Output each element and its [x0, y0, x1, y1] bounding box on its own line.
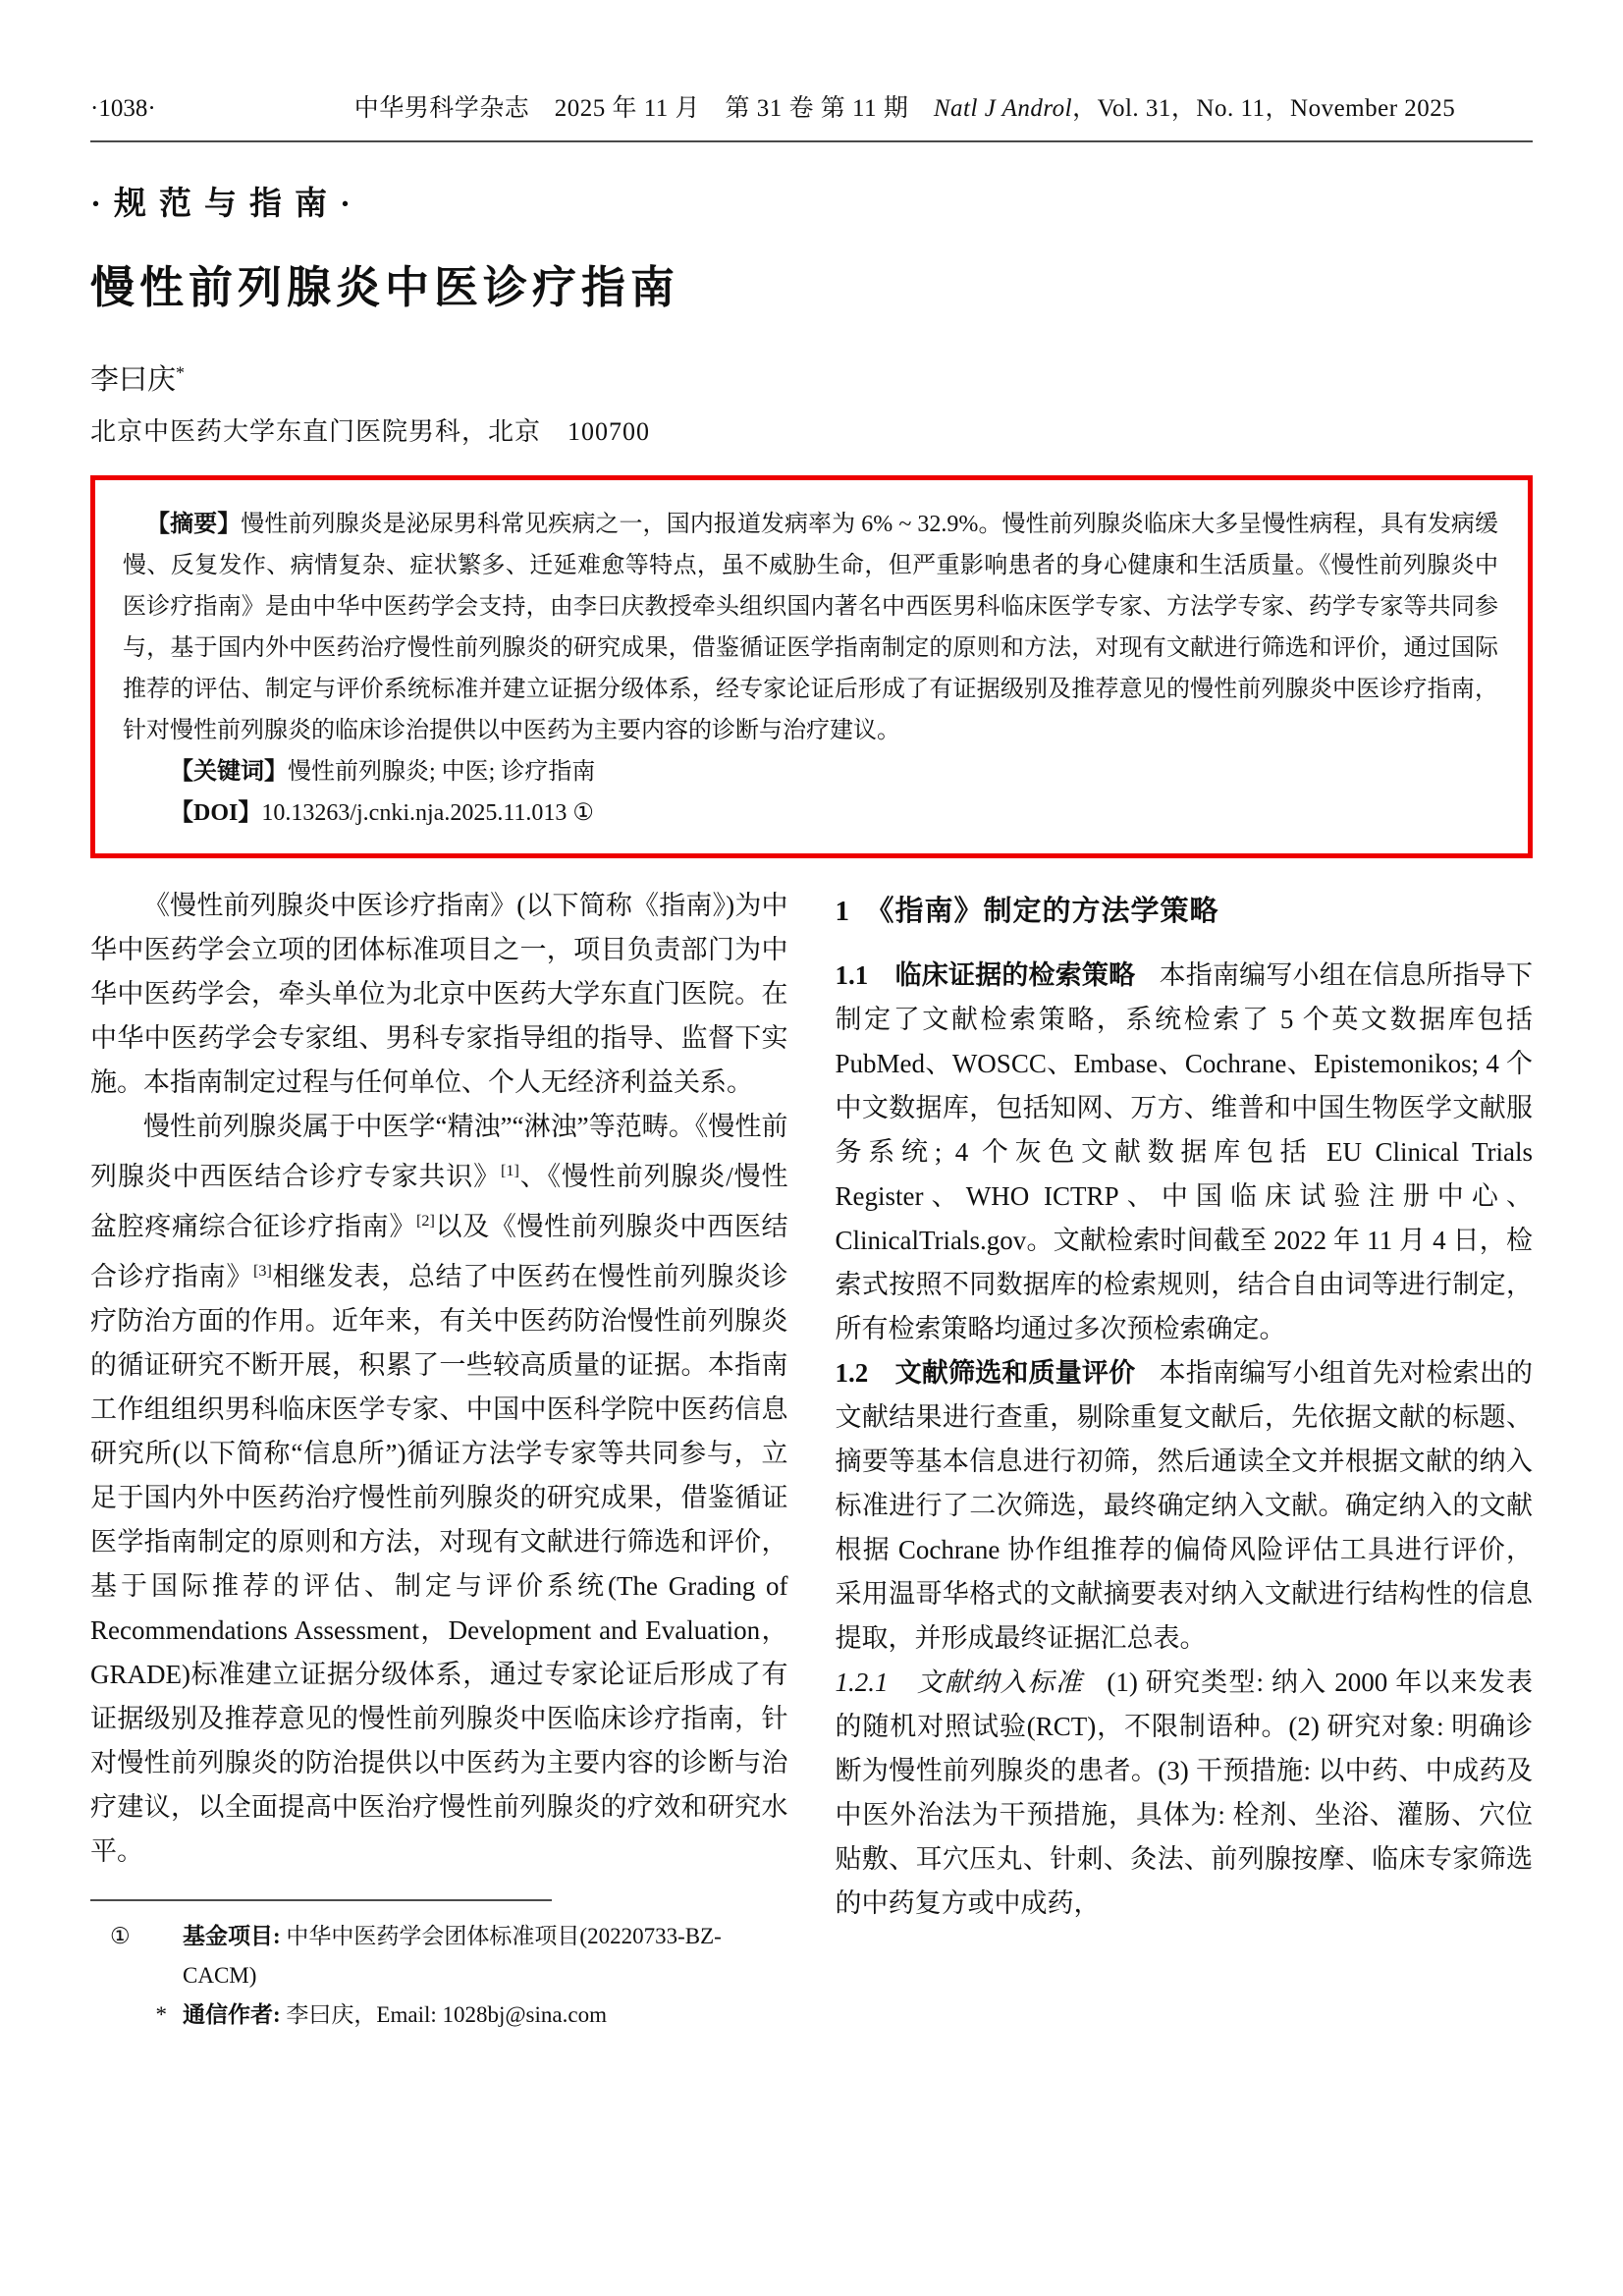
journal-citation-cn: 中华男科学杂志 2025 年 11 月 第 31 卷 第 11 期 — [353, 95, 934, 122]
abstract-paragraph — [123, 504, 1498, 751]
article-title: 慢性前列腺炎中医诊疗指南 — [90, 263, 680, 312]
header-divider — [90, 140, 1533, 142]
corresponding-label: 通信作者: — [183, 2001, 287, 2027]
funding-footnote — [90, 1917, 788, 1995]
section-1-2-paragraph — [836, 1351, 1534, 1661]
section-label: ·规范与指南· — [90, 187, 364, 222]
keywords-label: 【关键词】 — [170, 758, 288, 785]
corresponding-content — [183, 1995, 607, 2035]
left-paragraph-2 — [90, 1105, 788, 1874]
reference-2: [2] — [415, 1211, 435, 1230]
body-columns — [90, 884, 1533, 2035]
author-corresponding-marker: * — [176, 362, 185, 383]
funding-text: 中华中医药学会团体标准项目(20220733-BZ-CACM) — [183, 1923, 722, 1988]
abstract-text: 慢性前列腺炎是泌尿男科常见疾病之一，国内报道发病率为 6% ~ 32.9%。慢性前列腺炎临床大多呈慢性病程，具有发病缓慢、反复发作、病情复杂、症状繁多、迁延难愈等特点，虽不威胁生命，但严重影响患者的身心健康和生活质量。《慢性前列腺炎中医诊疗指南》是由中华中医药学会支持，由李曰庆教授牵头组织国内著名中西医男科临床医学专家、方法学专家、药学专家等共同参与，基于国内外中医药治疗慢性前列腺炎的研究成果，借鉴循证医学指南制定的原则和方法，对现有文献进行筛选和评价，通过国际推荐的评估、制定与评价系统标准并建立证据分级体系，经专家论证后形成了有证据级别及推荐意见的慢性前列腺炎中医诊疗指南，针对慢性前列腺炎的临床诊治提供以中医药为主要内容的诊断与治疗建议。 — [123, 511, 1498, 743]
journal-citation-en: ，Vol. 31，No. 11，November 2025 — [1072, 95, 1456, 122]
journal-abbrev-title: Natl J Androl — [933, 95, 1073, 122]
section-1-2-1-label: 1.2.1 文献纳入标准 — [835, 1667, 1084, 1697]
funding-label: 基金项目: — [183, 1923, 287, 1948]
running-head — [90, 88, 1533, 124]
section-1-2-label: 1.2 文献筛选和质量评价 — [835, 1357, 1136, 1388]
author-name: 李曰庆 — [90, 363, 177, 396]
corresponding-marker: * — [155, 2001, 167, 2027]
footnote-divider — [90, 1899, 552, 1901]
left-p2-seg2: 、《慢性前列腺炎/慢性盆腔疼痛综合征诊疗指南》 — [90, 1161, 788, 1241]
funding-marker: ① — [110, 1923, 131, 1948]
funding-content — [183, 1917, 788, 1995]
left-paragraph-1: 《慢性前列腺炎中医诊疗指南》(以下简称《指南》)为中华中医药学会立项的团体标准项目之一，项目负责部门为中华中医药学会，牵头单位为北京中医药大学东直门医院。在中华中医药学会专家组、男科专家指导组的指导、监督下实施。本指南制定过程与任何单位、个人无经济利益关系。 — [90, 890, 788, 1097]
left-p2-seg4: 相继发表，总结了中医药在慢性前列腺炎诊疗防治方面的作用。近年来，有关中医药防治慢性前列腺炎的循证研究不断开展，积累了一些较高质量的证据。本指南工作组组织男科临床医学专家、中国中医科学院中医药信息研究所(以下简称“信息所”)循证方法学专家等共同参与，立足于国内外中医药治疗慢性前列腺炎的研究成果，借鉴循证医学指南制定的原则和方法，对现有文献进行筛选和评价，基于国际推荐的评估、制定与评价系统(The Grading of Recommendations Assessment，Development and Evaluation，GRADE)标准建立证据分级体系，通过专家论证后形成了有证据级别及推荐意见的慢性前列腺炎中医临床诊疗指南，针对慢性前列腺炎的防治提供以中医药为主要内容的诊断与治疗建议，以全面提高中医治疗慢性前列腺炎的疗效和研究水平。 — [90, 1261, 788, 1866]
affiliation-line: 北京中医药大学东直门医院男科，北京 100700 — [90, 416, 651, 446]
left-column — [90, 884, 788, 2035]
abstract-highlight-box — [90, 475, 1533, 858]
section-1-1-paragraph — [836, 954, 1534, 1351]
reference-1: [1] — [501, 1161, 519, 1179]
keywords-line — [123, 751, 1498, 793]
right-column — [836, 884, 1534, 2035]
reference-3: [3] — [253, 1261, 272, 1280]
left-p2-seg1: 慢性前列腺炎属于中医学“精浊”“淋浊”等范畴。《慢性前列腺炎中西医结合诊疗专家共识》 — [90, 1111, 788, 1191]
journal-citation-line — [277, 88, 1533, 124]
left-p2-seg3: 以及《慢性前列腺炎中西医结合诊疗指南》 — [90, 1211, 788, 1291]
doi-text: 10.13263/j.cnki.nja.2025.11.013 ① — [261, 799, 594, 826]
author-line — [90, 357, 1533, 398]
page-number: ·1038· — [90, 95, 156, 122]
section-1-2-1-paragraph — [836, 1661, 1534, 1926]
abstract-label: 【摘要】 — [146, 511, 242, 537]
section-1-2-1-text: (1) 研究类型: 纳入 2000 年以来发表的随机对照试验(RCT)，不限制语种。(2) 研究对象: 明确诊断为慢性前列腺炎的患者。(3) 干预措施: 以中药、中成药及中医外治法为干预措施，具体为: 栓剂、坐浴、灌肠、穴位贴敷、耳穴压丸、针刺、灸法、前列腺按摩、临床专家筛选的中药复方或中成药， — [835, 1667, 1534, 1918]
doi-label: 【DOI】 — [170, 799, 262, 826]
section-1-2-text: 本指南编写小组首先对检索出的文献结果进行查重，剔除重复文献后，先依据文献的标题、摘要等基本信息进行初筛，然后通读全文并根据文献的纳入标准进行了二次筛选，最终确定纳入文献。确定纳入的文献根据 Cochrane 协作组推荐的偏倚风险评估工具进行评价，采用温哥华格式的文献摘要表对纳入文献进行结构性的信息提取，并形成最终证据汇总表。 — [835, 1357, 1534, 1653]
section-1-1-label: 1.1 临床证据的检索策略 — [835, 959, 1136, 990]
section-1-1-text: 本指南编写小组在信息所指导下制定了文献检索策略，系统检索了 5 个英文数据库包括 PubMed、WOSCC、Embase、Cochrane、Epistemonikos; 4 个中文数据库，包括知网、万方、维普和中国生物医学文献服务系统; 4 个灰色文献数据库包括 EU Clinical Trials Register、WHO ICTRP、中国临床试验注册中心、ClinicalTrials.gov。文献检索时间截至 2022 年 11 月 4 日，检索式按照不同数据库的检索规则，结合自由词等进行制定，所有检索策略均通过多次预检索确定。 — [835, 959, 1534, 1343]
corresponding-text: 李曰庆，Email: 1028bj@sina.com — [286, 2001, 607, 2027]
keywords-text: 慢性前列腺炎; 中医; 诊疗指南 — [288, 758, 596, 785]
doi-line — [123, 793, 1498, 834]
section-1-heading: 1 《指南》制定的方法学策略 — [835, 895, 1219, 927]
corresponding-author-footnote — [90, 1995, 788, 2035]
footnote-block — [90, 1899, 788, 2035]
